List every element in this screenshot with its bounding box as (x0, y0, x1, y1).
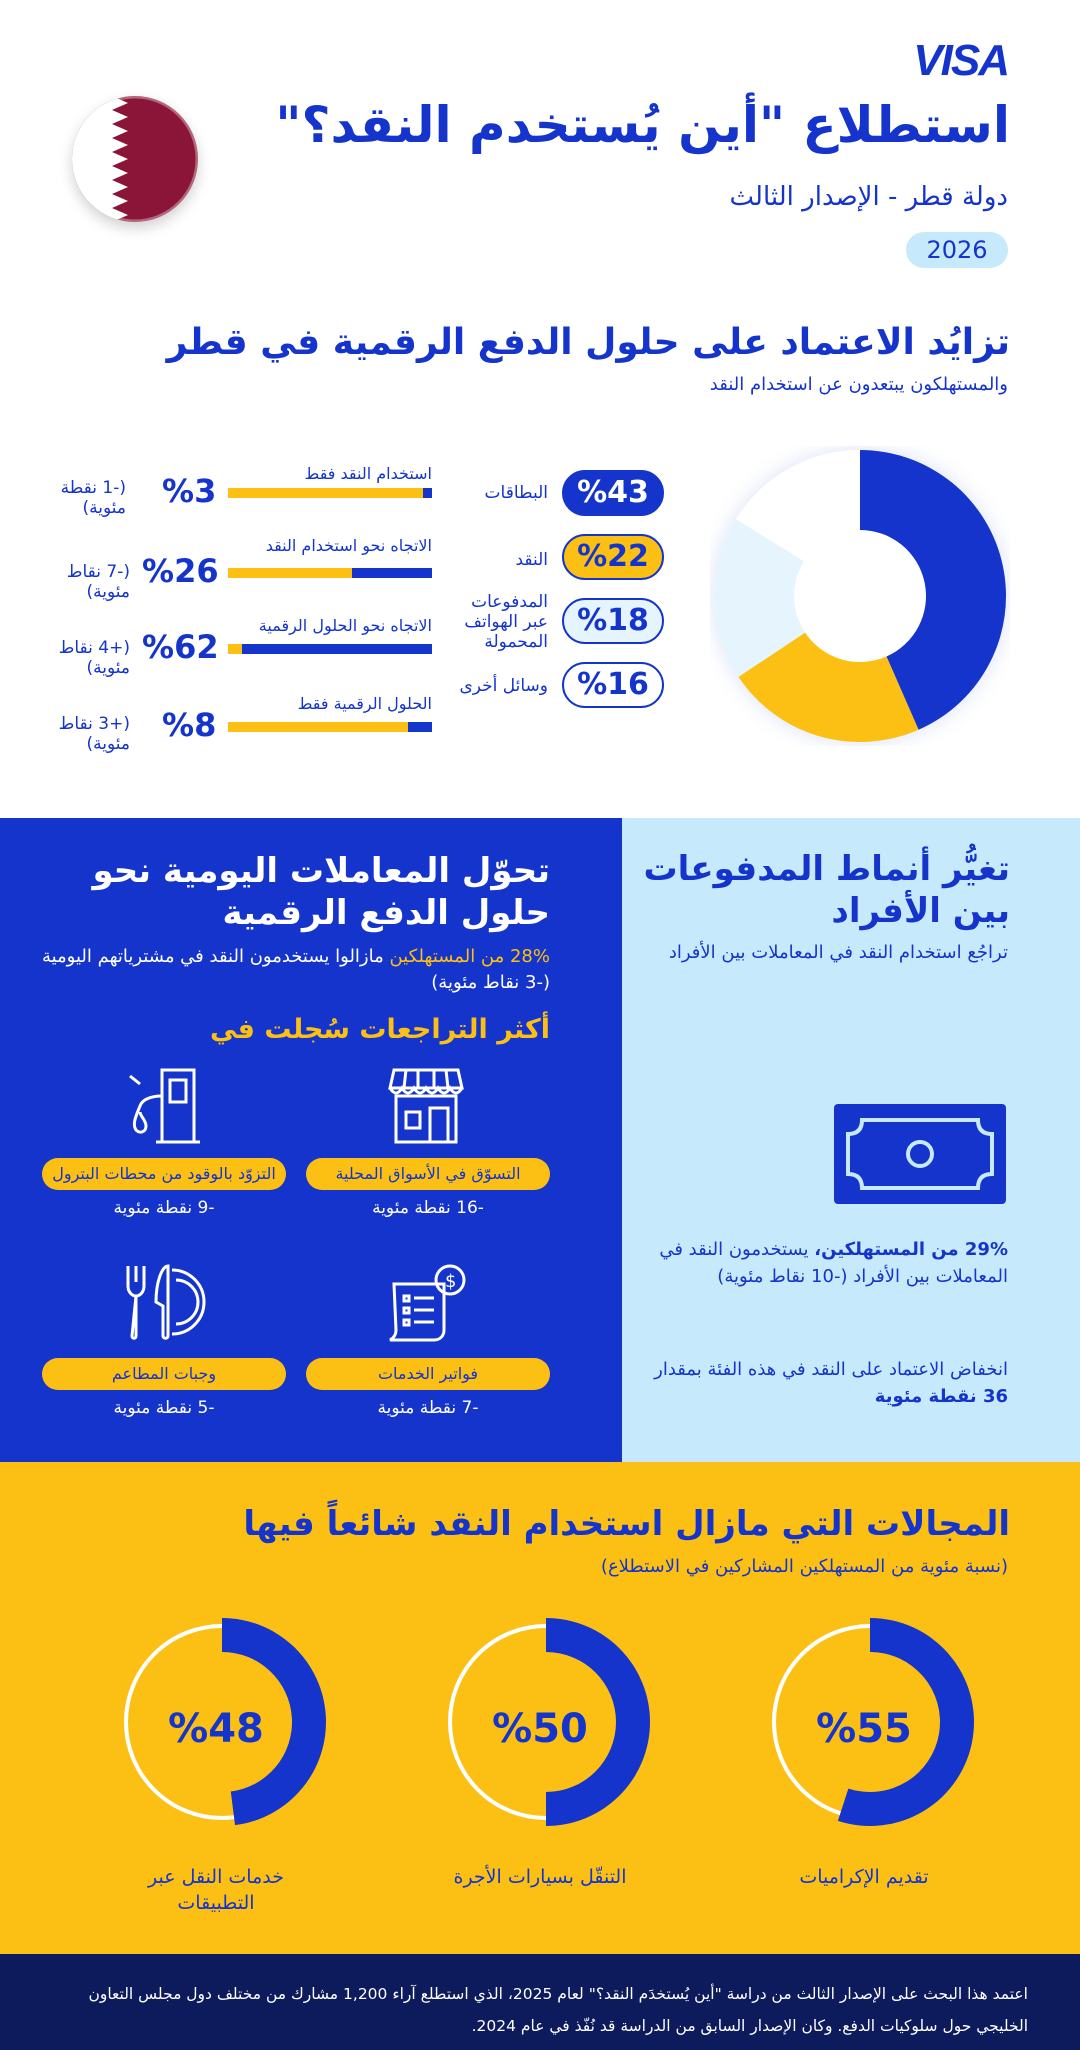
bar-label: الحلول الرقمية فقط (297, 694, 432, 713)
bar-track (228, 568, 432, 578)
bar-track (228, 644, 432, 654)
gauge-value-taxi: %50 (492, 1706, 588, 1752)
bar-percent: %26 (142, 552, 219, 590)
section1-subtitle: والمستهلكون يبتعدون عن استخدام النقد (709, 374, 1008, 395)
bar-fill (242, 644, 432, 654)
bar-label: الاتجاه نحو الحلول الرقمية (258, 616, 432, 635)
qatar-flag-icon (72, 96, 198, 222)
section3-title: المجالات التي مازال استخدام النقد شائعاً فيها (243, 1504, 1010, 1544)
category-pill-markets: التسوّق في الأسواق المحلية (306, 1158, 550, 1190)
market-stall-icon (388, 1066, 464, 1146)
visa-logo: VISA (913, 36, 1008, 85)
bar-fill (423, 488, 432, 498)
legend-pill-cards: %43 (562, 470, 664, 516)
page-subtitle: دولة قطر - الإصدار الثالث (729, 182, 1008, 212)
bar-track (228, 488, 432, 498)
payment-methods-donut (710, 446, 1010, 746)
category-change-bills: -7 نقطة مئوية (377, 1398, 479, 1418)
bill-receipt-icon (386, 1262, 470, 1342)
biggest-declines-heading: أكثر التراجعات سُجلت في (209, 1014, 550, 1045)
category-change-fuel: -9 نقطة مئوية (113, 1198, 215, 1218)
legend-label-cards: البطاقات (484, 483, 548, 503)
bar-change: (-1 نقطة مئوية) (60, 478, 126, 518)
year-badge: 2026 (906, 232, 1008, 268)
bar-percent: %3 (162, 472, 217, 510)
legend-label-cash: النقد (515, 550, 548, 570)
stat-text: مازالوا يستخدمون النقد في مشترياتهم اليومية (-3 نقاط مئوية) (41, 946, 550, 993)
legend-pill-other: %16 (562, 662, 664, 708)
peer-payments-title: تغيُّر أنماط المدفوعات بين الأفراد (643, 849, 1010, 931)
legend-pill-cash: %22 (562, 534, 664, 580)
legend-label-mobile: المدفوعات عبر الهواتف المحمولة (464, 592, 548, 652)
peer-decline-bold: 36 نقطة مئوية (874, 1386, 1008, 1407)
daily-transactions-stat (30, 944, 550, 996)
gauge-value-tips: %55 (816, 1706, 912, 1752)
category-pill-bills: فواتير الخدمات (306, 1358, 550, 1390)
bar-label: الاتجاه نحو استخدام النقد (265, 536, 432, 555)
peer-stat-bold: 29% من المستهلكين، (814, 1239, 1008, 1260)
section1-title: تزايُد الاعتماد على حلول الدفع الرقمية في قطر (166, 322, 1010, 363)
banknote-icon (834, 1104, 1006, 1204)
restaurant-icon (122, 1262, 208, 1342)
gauge-value-ride-hailing: %48 (168, 1706, 264, 1752)
category-change-markets: -16 نقطة مئوية (372, 1198, 484, 1218)
fuel-pump-icon (126, 1066, 206, 1146)
bar-percent: %62 (142, 628, 219, 666)
gauge-label-taxi: التنقّل بسيارات الأجرة (453, 1866, 627, 1888)
legend-label-other: وسائل أخرى (459, 676, 548, 696)
bar-percent: %8 (162, 706, 217, 744)
section3-subtitle: (نسبة مئوية من المستهلكين المشاركين في الاستطلاع) (600, 1556, 1008, 1577)
legend-pill-mobile: %18 (562, 598, 664, 644)
daily-transactions-title: تحوّل المعاملات اليومية نحو حلول الدفع الرقمية (92, 851, 550, 933)
bar-change: (+4 نقاط مئوية) (58, 638, 130, 678)
stat-highlight: 28% من المستهلكين (389, 946, 550, 967)
bar-fill (408, 722, 432, 732)
gauge-label-ride-hailing: خدمات النقل عبر التطبيقات (147, 1866, 284, 1914)
bar-label: استخدام النقد فقط (304, 464, 432, 483)
footer-note: اعتمد هذا البحث على الإصدار الثالث من دراسة "أين يُستخدَم النقد؟" لعام 2025، الذي استطلع آراء 1,200 مشارك من مختلف دول مجلس التعاون الخليجي حول سلوكيات الدفع. وكان الإصدار السابق من الدراسة قد نُفّذ في عام 2024. (88, 1985, 1028, 2035)
peer-payments-subtitle: تراجُع استخدام النقد في المعاملات بين الأفراد (668, 942, 1008, 963)
peer-payments-stat (628, 1236, 1008, 1290)
bar-change: (+3 نقاط مئوية) (58, 714, 130, 754)
peer-stat-text: يستخدمون النقد في المعاملات بين الأفراد (-10 نقاط مئوية) (659, 1239, 1008, 1287)
peer-decline-text: انخفاض الاعتماد على النقد في هذه الفئة بمقدار (654, 1359, 1008, 1380)
bar-track (228, 722, 432, 732)
bar-change: (-7 نقاط مئوية) (66, 562, 130, 602)
svg-text:$: $ (445, 1271, 457, 1292)
category-pill-restaurants: وجبات المطاعم (42, 1358, 286, 1390)
gauge-label-tips: تقديم الإكراميات (799, 1866, 929, 1888)
category-change-restaurants: -5 نقطة مئوية (113, 1398, 215, 1418)
bar-fill (352, 568, 432, 578)
category-pill-fuel: التزوّد بالوقود من محطات البترول (42, 1158, 286, 1190)
page-title: استطلاع "أين يُستخدم النقد؟" (275, 96, 1010, 154)
peer-payments-decline (628, 1356, 1008, 1410)
